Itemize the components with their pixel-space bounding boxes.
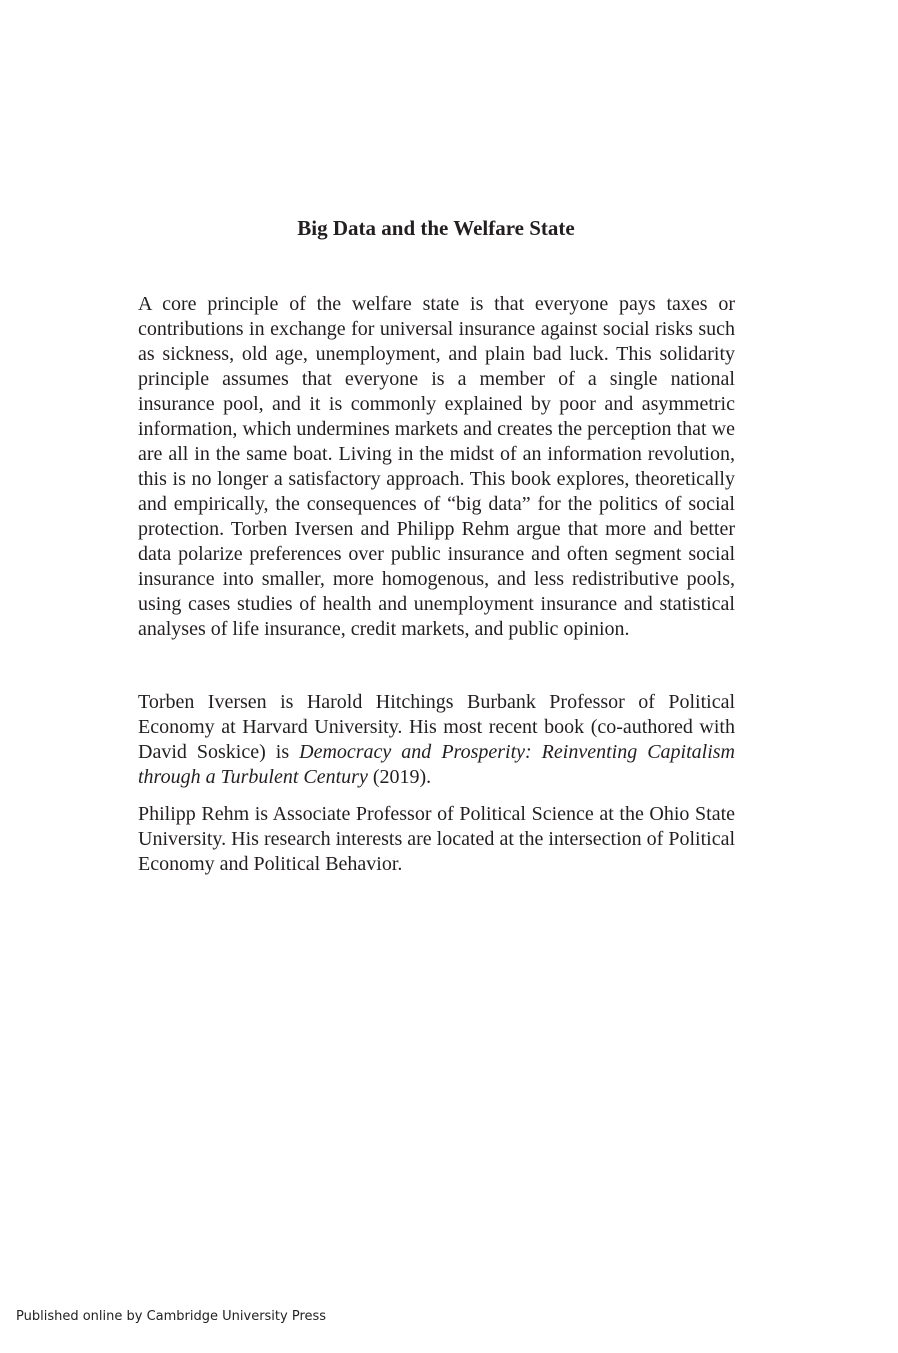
bio-iversen-text: Torben Iversen is Harold Hitchings Burbank Professor of Political Economy at Harvard University. His most recent book (co-authored with David Soskice) is (138, 691, 735, 763)
bio-iversen-year: (2019). (367, 766, 432, 788)
book-abstract: A core principle of the welfare state is that everyone pays taxes or contributions in exchange for universal insurance against social risks such as sickness, old age, unemployment, and plain bad luck. This solidarity principle assumes that everyone is a member of a single national insurance pool, and it is commonly explained by poor and asymmetric information, which undermines markets and creates the perception that we are all in the same boat. Living in the midst of an information revolution, this is no longer a satisfactory approach. This book explores, theoretically and empirically, the consequences of “big data” for the politics of social protection. Torben Iversen and Philipp Rehm argue that more and better data polarize preferences over public insurance and often segment social insurance into smaller, more homogenous, and less redistributive pools, using cases studies of health and unemployment insurance and statistical analyses of life insurance, credit markets, and public opinion. (138, 293, 735, 640)
book-title: Big Data and the Welfare State (297, 216, 575, 240)
author-bio-iversen (138, 690, 735, 790)
author-bio-rehm: Philipp Rehm is Associate Professor of Political Science at the Ohio State University. His research interests are located at the intersection of Political Economy and Political Behavior. (138, 803, 735, 875)
bio-iversen-book-title: Democracy and Prosperity: Reinventing Capitalism through a Turbulent Century (138, 741, 736, 788)
publisher-footer: Published online by Cambridge University Press (16, 1309, 327, 1324)
